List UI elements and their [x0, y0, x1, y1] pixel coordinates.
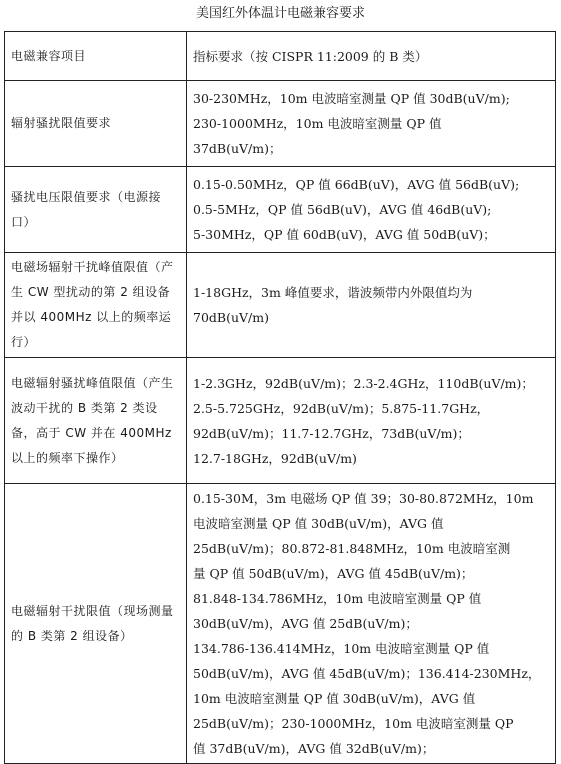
row-requirement	[187, 484, 556, 764]
requirement-line: 0.5-5MHz，QP 值 56dB(uV)，AVG 值 46dB(uV);	[193, 202, 492, 217]
requirement-line: 量 QP 值 50dB(uV/m)，AVG 值 45dB(uV/m)；	[193, 566, 474, 581]
row-requirement	[187, 253, 556, 358]
requirement-line: 30dB(uV/m)，AVG 值 25dB(uV/m)；	[193, 616, 418, 631]
header-requirement: 指标要求（按 CISPR 11:2009 的 B 类）	[187, 32, 556, 81]
requirement-line: 50dB(uV/m)，AVG 值 45dB(uV/m)；136.414-230MHz，	[193, 666, 541, 681]
requirement-line: 值 37dB(uV/m)，AVG 值 32dB(uV/m)；	[193, 741, 435, 756]
requirement-line: 0.15-30M，3m 电磁场 QP 值 39；30-80.872MHz，10m	[193, 491, 534, 506]
header-item: 电磁兼容项目	[5, 32, 187, 81]
requirement-line: 92dB(uV/m)；11.7-12.7GHz，73dB(uV/m)；	[193, 425, 470, 441]
requirement-line: 230-1000MHz，10m 电波暗室测量 QP 值	[193, 116, 442, 131]
requirement-line: 134.786-136.414MHz，10m 电波暗室测量 QP 值	[193, 641, 490, 656]
requirement-line: 81.848-134.786MHz，10m 电波暗室测量 QP 值	[193, 591, 482, 606]
requirement-line: 1-2.3GHz，92dB(uV/m)；2.3-2.4GHz，110dB(uV/m)；	[193, 375, 534, 391]
requirement-line: 30-230MHz，10m 电波暗室测量 QP 值 30dB(uV/m);	[193, 91, 510, 106]
requirement-line: 电波暗室测量 QP 值 30dB(uV/m)，AVG 值	[193, 516, 444, 531]
row-item: 辐射骚扰限值要求	[5, 81, 187, 167]
requirement-line: 25dB(uV/m)；80.872-81.848MHz，10m 电波暗室测	[193, 541, 511, 556]
table-row	[5, 484, 556, 764]
requirement-line: 37dB(uV/m)；	[193, 141, 282, 156]
requirement-line: 70dB(uV/m)	[193, 310, 269, 325]
requirement-line: 0.15-0.50MHz，QP 值 66dB(uV)，AVG 值 56dB(uV);	[193, 177, 520, 192]
document-title: 美国红外体温计电磁兼容要求	[195, 6, 365, 21]
row-item: 电磁辐射骚扰峰值限值（产生波动干扰的 B 类第 2 类设备，高于 CW 并在 400MHz 以上的频率下操作）	[5, 358, 187, 484]
table-row	[5, 358, 556, 484]
requirement-line: 10m 电波暗室测量 QP 值 30dB(uV/m)，AVG 值	[193, 691, 476, 706]
row-item: 电磁辐射干扰限值（现场测量的 B 类第 2 组设备）	[5, 484, 187, 764]
requirement-line: 1-18GHz，3m 峰值要求，谐波频带内外限值均为	[193, 285, 473, 300]
row-item: 电磁场辐射干扰峰值限值（产生 CW 型扰动的第 2 组设备并以 400MHz 以上的频率运行）	[5, 253, 187, 358]
requirement-line: 2.5-5.725GHz，92dB(uV/m)；5.875-11.7GHz，	[193, 400, 490, 416]
row-requirement	[187, 167, 556, 253]
table-row	[5, 253, 556, 358]
table-row	[5, 81, 556, 167]
row-requirement	[187, 81, 556, 167]
row-item: 骚扰电压限值要求（电源接口）	[5, 167, 187, 253]
emc-requirements-table	[4, 31, 556, 764]
table-row	[5, 167, 556, 253]
table-header-row	[5, 32, 556, 81]
requirement-line: 25dB(uV/m)；230-1000MHz，10m 电波暗室测量 QP	[193, 716, 514, 731]
requirement-line: 5-30MHz，QP 值 60dB(uV)，AVG 值 50dB(uV)；	[193, 227, 496, 242]
requirement-line: 12.7-18GHz，92dB(uV/m)	[193, 450, 357, 466]
row-requirement	[187, 358, 556, 484]
